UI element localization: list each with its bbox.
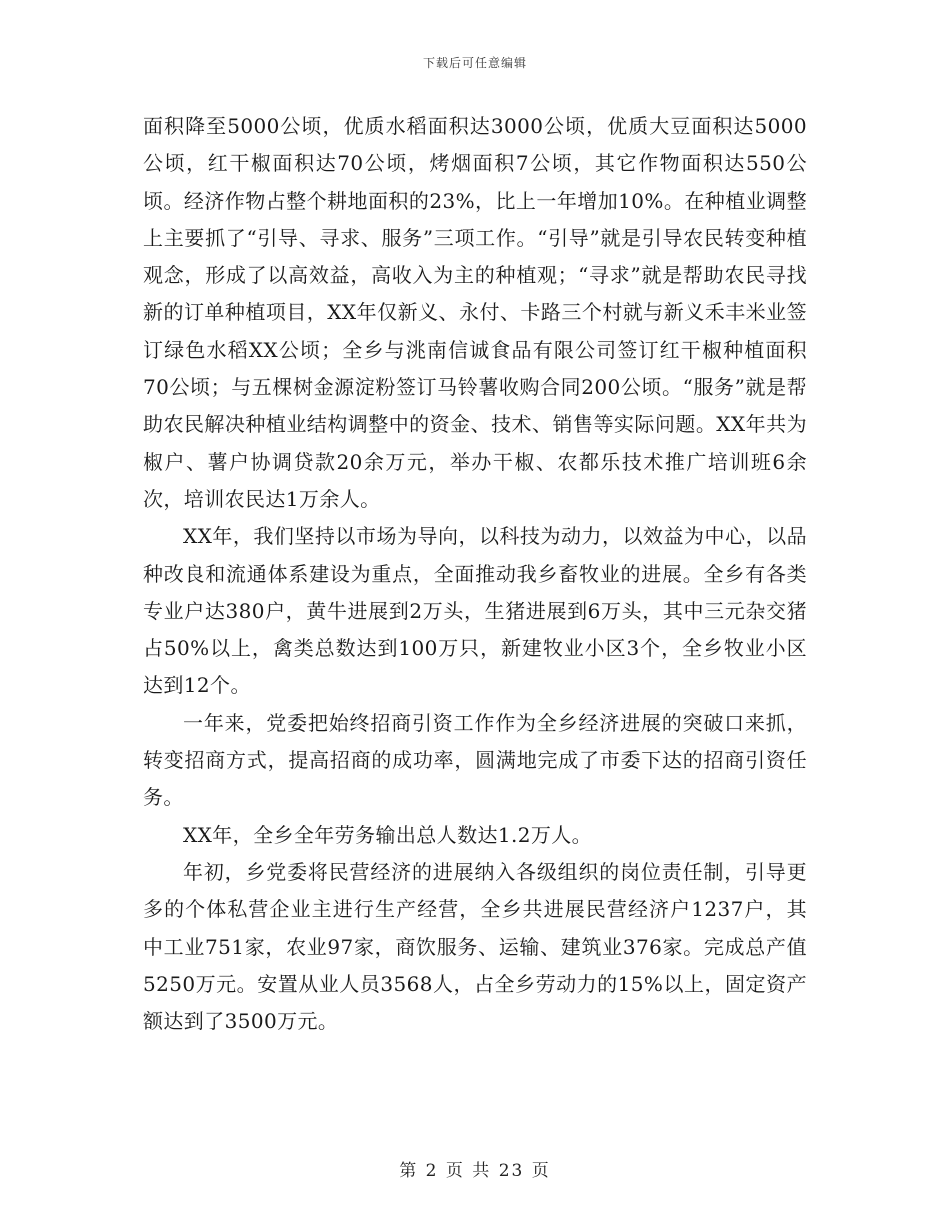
- paragraph-private-economy: 年初，乡党委将民营经济的进展纳入各级组织的岗位责任制，引导更多的个体私营企业主进行生产经营，全乡共进展民营经济户1237户，其中工业751家，农业97家，商饮服务、运输、建筑业376家。完成总产值5250万元。安置从业人员3568人，占全乡劳动力的15%以上，固定资产额达到了3500万元。: [143, 859, 807, 1034]
- paragraph-labor-export: XX年，全乡全年劳务输出总人数达1.2万人。: [183, 822, 593, 847]
- paragraph-investment: 一年来，党委把始终招商引资工作作为全乡经济进展的突破口来抓，转变招商方式，提高招商的成功率，圆满地完成了市委下达的招商引资任务。: [143, 710, 807, 810]
- page-number: 第 2 页 共 23 页: [399, 1161, 551, 1181]
- paragraph-livestock: XX年，我们坚持以市场为导向，以科技为动力，以效益为中心，以品种改良和流通体系建设为重点，全面推动我乡畜牧业的进展。全乡有各类专业户达380户，黄牛进展到2万头，生猪进展到6万头，其中三元杂交猪占50%以上，禽类总数达到100万只，新建牧业小区3个，全乡牧业小区达到12个。: [143, 524, 807, 698]
- page-header: 下载后可任意编辑: [422, 56, 527, 70]
- document-body: [143, 108, 807, 1040]
- paragraph-planting: 面积降至5000公顷，优质水稻面积达3000公顷，优质大豆面积达5000公顷，红干椒面积达70公顷，烤烟面积7公顷，其它作物面积达550公顷。经济作物占整个耕地面积的23%，比上一年增加10%。在种植业调整上主要抓了“引导、寻求、服务”三项工作。“引导”就是引导农民转变种植观念，形成了以高效益，高收入为主的种植观；“寻求”就是帮助农民寻找新的订单种植项目，XX年仅新义、永付、卡路三个村就与新义禾丰米业签订绿色水稻XX公顷；全乡与洮南信诚食品有限公司签订红干椒种植面积70公顷；与五棵树金源淀粉签订马铃薯收购合同200公顷。“服务”就是帮助农民解决种植业结构调整中的资金、技术、销售等实际问题。XX年共为椒户、薯户协调贷款20余万元，举办干椒、农都乐技术推广培训班6余次，培训农民达1万余人。: [143, 114, 807, 511]
